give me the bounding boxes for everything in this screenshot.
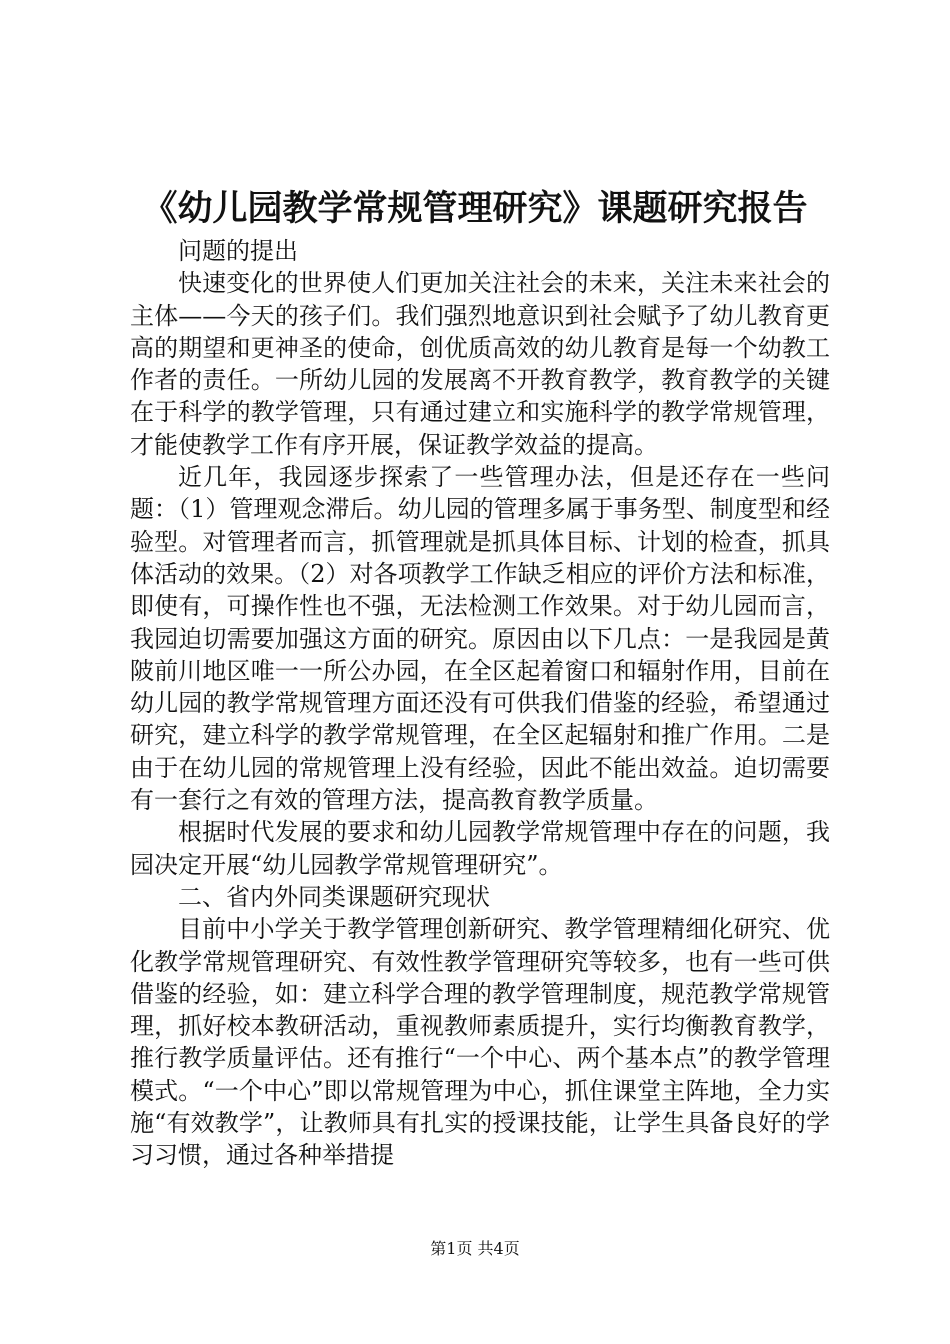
section-heading-problem: 问题的提出 <box>178 237 298 265</box>
section-heading-research-status: 二、省内外同类课题研究现状 <box>178 882 490 911</box>
page-title: 《幼儿园教学常规管理研究》课题研究报告 <box>142 188 808 229</box>
body-paragraph: 根据时代发展的要求和幼儿园教学常规管理中存在的问题，我园决定开展“幼儿园教学常规管理研究”。 <box>130 818 830 879</box>
page-number: 第1页 共4页 <box>430 1239 520 1258</box>
body-paragraph: 目前中小学关于教学管理创新研究、教学管理精细化研究、优化教学常规管理研究、有效性教学管理研究等较多，也有一些可供借鉴的经验，如：建立科学合理的教学管理制度，规范教学常规管理，抓好校本教研活动，重视教师素质提升，实行均衡教育教学，推行教学质量评估。还有推行“一个中心、两个基本点”的教学管理模式。“一个中心”即以常规管理为中心，抓住课堂主阵地，全力实施“有效教学”，让教师具有扎实的授课技能，让学生具备良好的学习习惯，通过各种举措提 <box>130 915 830 1170</box>
body-paragraph: 快速变化的世界使人们更加关注社会的未来，关注未来社会的主体——今天的孩子们。我们强烈地意识到社会赋予了幼儿教育更高的期望和更神圣的使命，创优质高效的幼儿教育是每一个幼教工作者的责任。一所幼儿园的发展离不开教育教学，教育教学的关键在于科学的教学管理，只有通过建立和实施科学的教学常规管理，才能使教学工作有序开展，保证教学效益的提高。 <box>130 269 830 459</box>
document-body <box>130 235 830 1172</box>
body-paragraph: 近几年，我园逐步探索了一些管理办法，但是还存在一些问题：（1）管理观念滞后。幼儿园的管理多属于事务型、制度型和经验型。对管理者而言，抓管理就是抓具体目标、计划的检查，抓具体活动的效果。（2）对各项教学工作缺乏相应的评价方法和标准，即使有，可操作性也不强，无法检测工作效果。对于幼儿园而言，我园迫切需要加强这方面的研究。原因由以下几点：一是我园是黄陂前川地区唯一一所公办园，在全区起着窗口和辐射作用，目前在幼儿园的教学常规管理方面还没有可供我们借鉴的经验，希望通过研究，建立科学的教学常规管理，在全区起辐射和推广作用。二是由于在幼儿园的常规管理上没有经验，因此不能出效益。迫切需要有一套行之有效的管理方法，提高教育教学质量。 <box>130 463 830 815</box>
